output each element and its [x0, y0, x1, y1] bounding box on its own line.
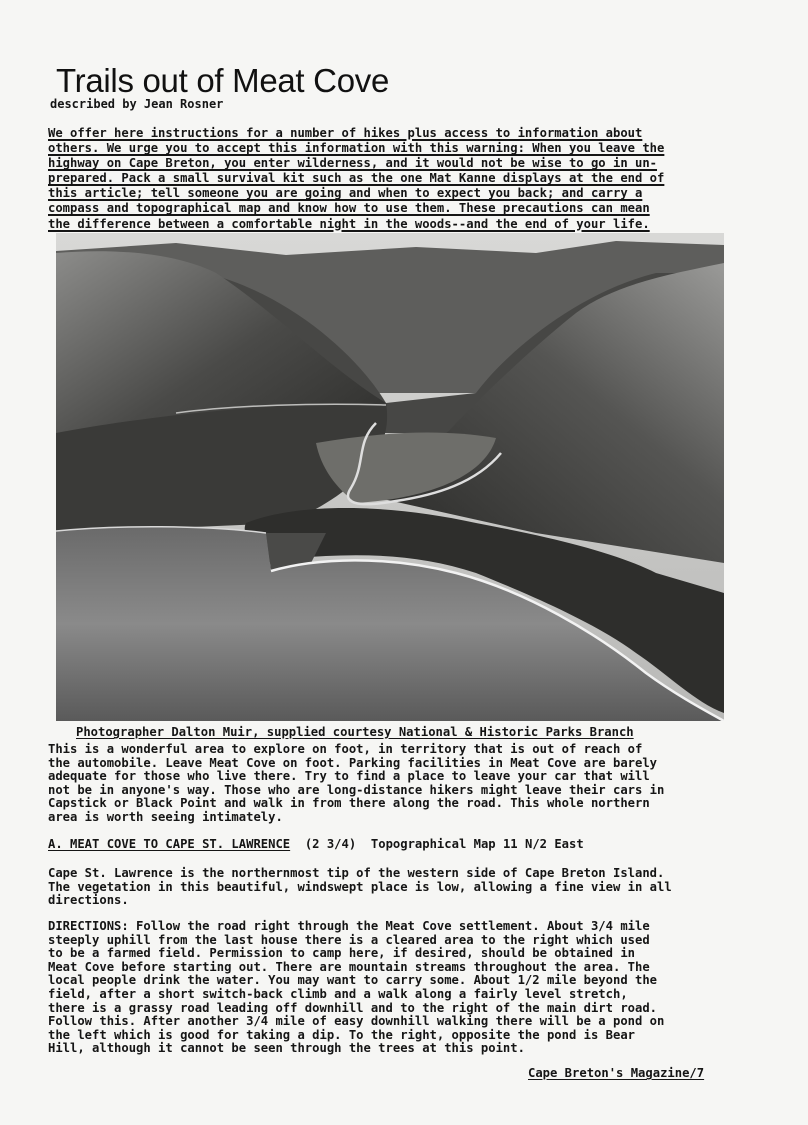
section-rating: (2 3/4): [304, 837, 357, 851]
text-line: field, after a short switch-back climb and a walk along a fairly level stretch,: [48, 986, 628, 1001]
text-line: Follow this. After another 3/4 mile of easy downhill walking there will be a pond on: [48, 1014, 665, 1029]
text-line: Meat Cove before starting out. There are mountain streams throughout the area. The: [48, 959, 650, 974]
meat-cove-photo: [56, 233, 724, 721]
intro-line: others. We urge you to accept this information with this warning: When you leave the: [48, 141, 665, 156]
text-line: directions.: [48, 893, 129, 908]
intro-line: highway on Cape Breton, you enter wilderness, and it would not be wise to go in un-: [48, 156, 658, 171]
text-line: the left which is good for taking a dip. To the right, opposite the pond is Bear: [48, 1027, 635, 1042]
intro-line: prepared. Pack a small survival kit such as the one Mat Kanne displays at the end of: [48, 171, 665, 186]
text-line: the automobile. Leave Meat Cove on foot. Parking facilities in Meat Cove are barely: [48, 755, 658, 770]
text-line: local people drink the water. You may want to carry some. About 1/2 mile beyond the: [48, 973, 658, 988]
text-line: Cape St. Lawrence is the northernmost tip of the western side of Cape Breton Island.: [48, 866, 665, 880]
text-line: there is a grassy road leading off downhill and to the right of the main dirt road.: [48, 1000, 658, 1015]
text-line: Capstick or Black Point and walk in from there along the road. This whole northern: [48, 796, 650, 811]
section-heading: A. MEAT COVE TO CAPE ST. LAWRENCE: [48, 837, 291, 851]
text-line: Hill, although it cannot be seen through the trees at this point.: [48, 1041, 525, 1056]
text-line: not be in anyone's way. Those who are long-distance hikers might leave their cars in: [48, 782, 665, 797]
paragraph-intro-area: [48, 743, 748, 825]
section-map-reference: Topographical Map 11 N/2 East: [370, 837, 584, 851]
text-line: to be a farmed field. Permission to camp here, if desired, should be obtained in: [48, 946, 635, 961]
intro-line: the difference between a comfortable night in the woods--and the end of your life.: [48, 216, 650, 231]
photo-illustration: [56, 233, 724, 721]
byline: described by Jean Rosner: [50, 97, 224, 111]
article-title: Trails out of Meat Cove: [56, 62, 390, 99]
text-line: steeply uphill from the last house there is a cleared area to the right which used: [48, 932, 650, 947]
intro-warning: [48, 126, 748, 232]
text-line: DIRECTIONS: Follow the road right through the Meat Cove settlement. About 3/4 mile: [48, 919, 650, 933]
text-line: area is worth seeing intimately.: [48, 809, 283, 824]
intro-line: We offer here instructions for a number of hikes plus access to information about: [48, 126, 643, 140]
paragraph-directions: [48, 920, 748, 1056]
text-line: This is a wonderful area to explore on foot, in territory that is out of reach of: [48, 742, 643, 756]
page-footer: Cape Breton's Magazine/7: [528, 1066, 705, 1080]
paragraph-cape-st-lawrence: [48, 867, 748, 908]
photo-caption: Photographer Dalton Muir, supplied courtesy National & Historic Parks Branch: [76, 725, 634, 739]
section-heading-line: [48, 837, 584, 851]
intro-line: compass and topographical map and know how to use them. These precautions can mean: [48, 201, 650, 216]
intro-line: this article; tell someone you are going and when to expect you back; and carry a: [48, 186, 643, 201]
text-line: adequate for those who live there. Try to find a place to leave your car that will: [48, 769, 650, 784]
text-line: The vegetation in this beautiful, windswept place is low, allowing a fine view in all: [48, 879, 672, 894]
